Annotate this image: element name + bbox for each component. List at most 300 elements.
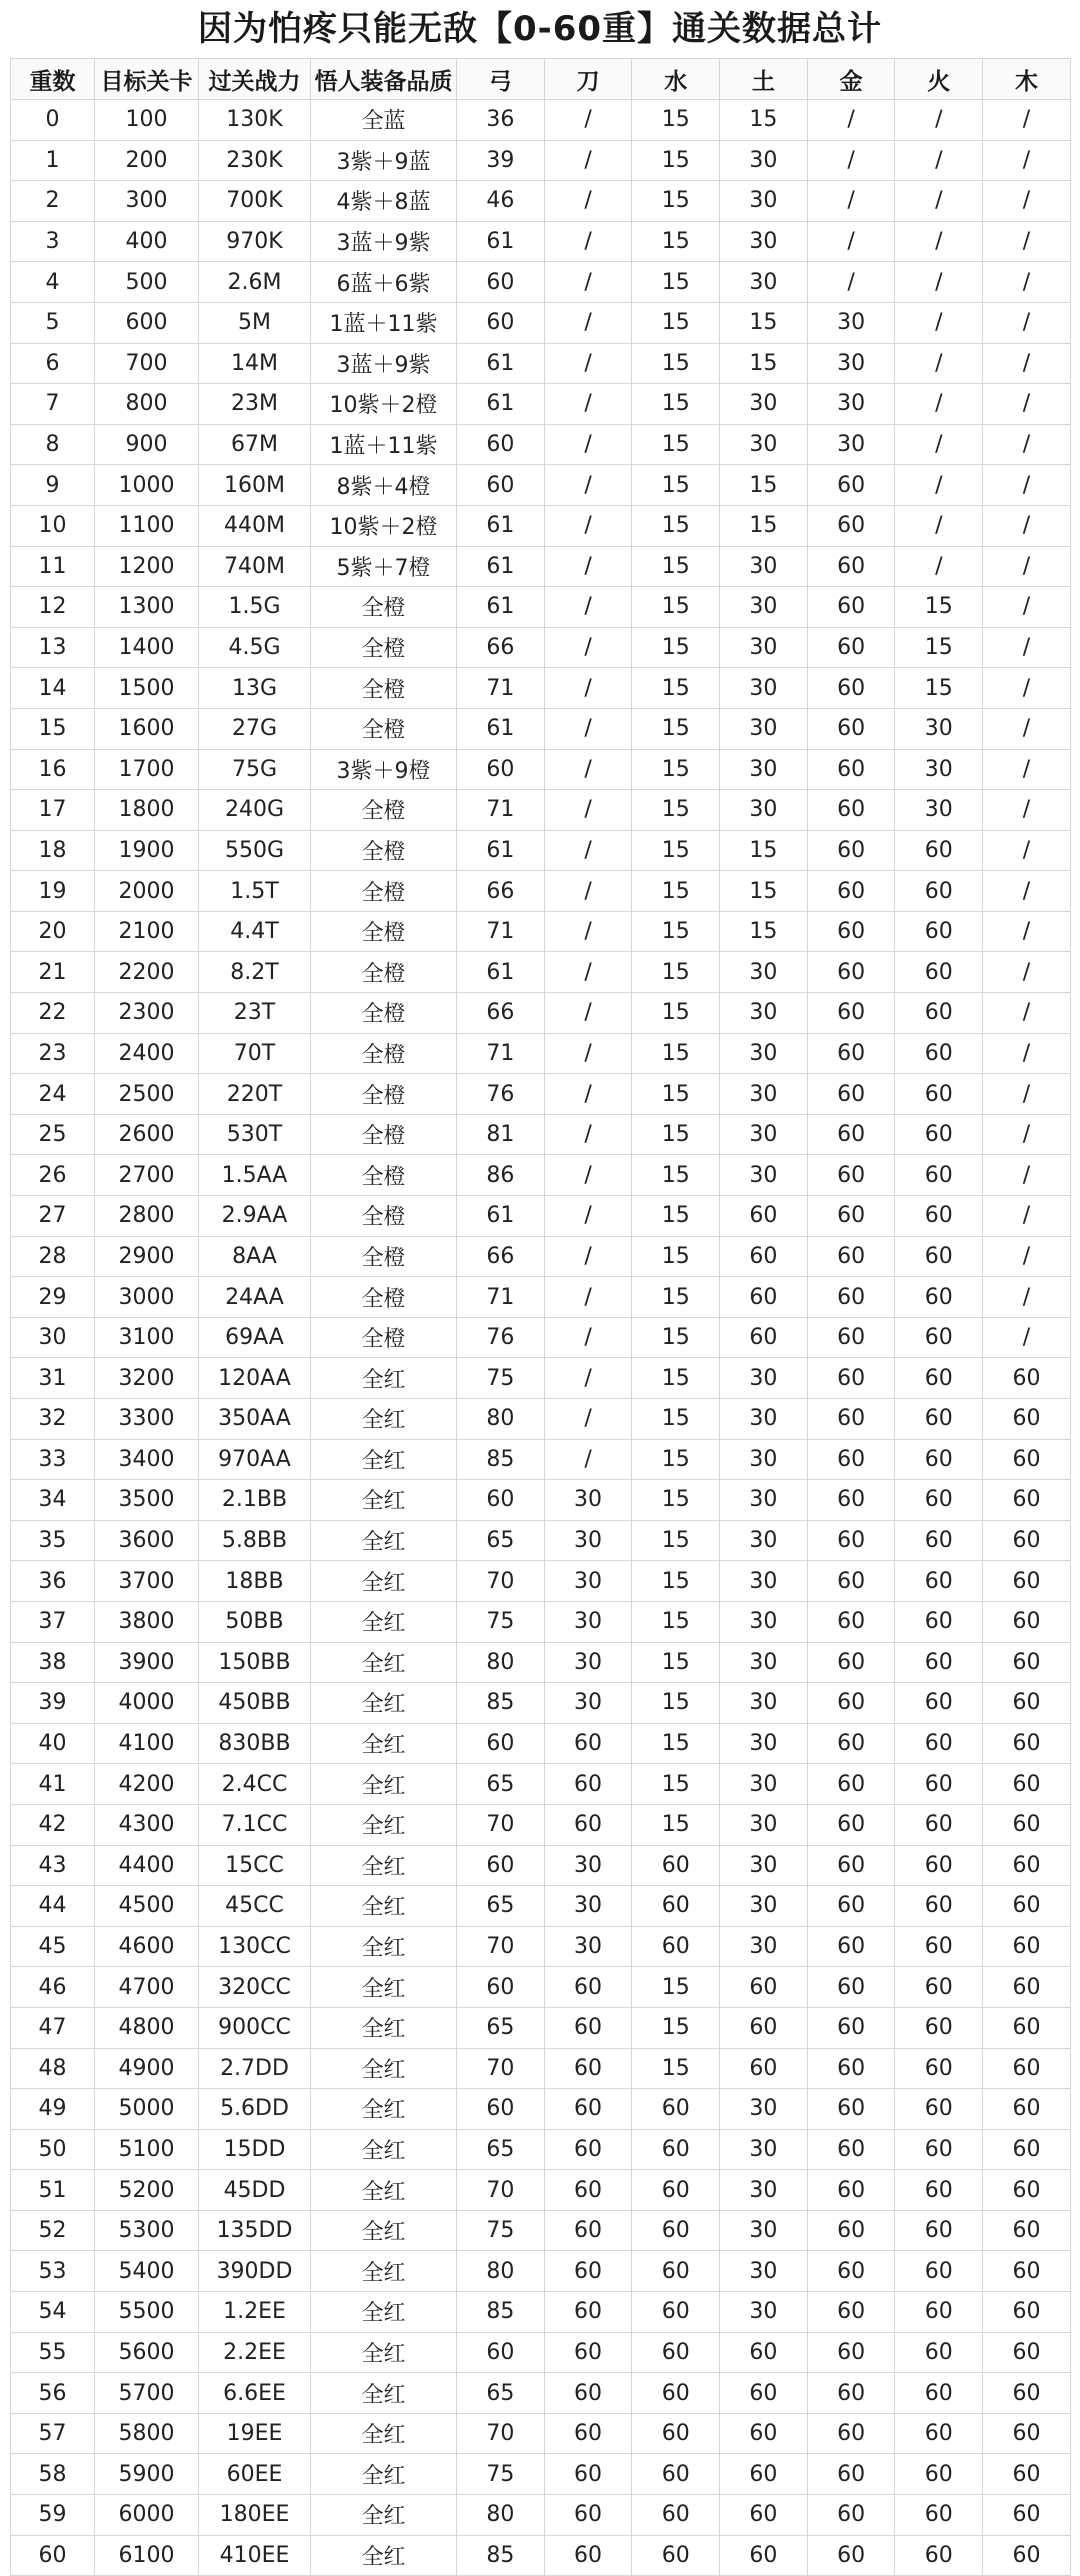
cell-water: 15: [632, 587, 720, 628]
cell-wood: /: [983, 668, 1071, 709]
cell-target-stage: 600: [95, 302, 199, 343]
cell-level: 47: [11, 2007, 95, 2048]
cell-earth: 30: [720, 140, 808, 181]
cell-fire: 60: [895, 1317, 983, 1358]
cell-earth: 60: [720, 2332, 808, 2373]
cell-target-stage: 400: [95, 221, 199, 262]
cell-clear-power: 1.5G: [199, 587, 311, 628]
page-title: 因为怕疼只能无敌【0-60重】通关数据总计: [197, 9, 883, 49]
cell-water: 60: [632, 2373, 720, 2414]
cell-bow: 65: [457, 2007, 545, 2048]
cell-equipment-quality: 全红: [311, 1399, 457, 1440]
cell-water: 15: [632, 1764, 720, 1805]
cell-metal: /: [807, 140, 895, 181]
cell-water: 60: [632, 2210, 720, 2251]
cell-earth: 30: [720, 1033, 808, 1074]
cell-target-stage: 5500: [95, 2292, 199, 2333]
cell-equipment-quality: 6蓝＋6紫: [311, 262, 457, 303]
cell-wood: 60: [983, 2495, 1071, 2536]
cell-fire: 60: [895, 911, 983, 952]
cell-fire: 60: [895, 2495, 983, 2536]
table-row: [11, 2373, 1071, 2414]
cell-wood: 60: [983, 2251, 1071, 2292]
cell-earth: 30: [720, 952, 808, 993]
cell-equipment-quality: 全橙: [311, 1236, 457, 1277]
cell-water: 15: [632, 1967, 720, 2008]
cell-water: 15: [632, 262, 720, 303]
cell-metal: 30: [807, 343, 895, 384]
cell-water: 15: [632, 343, 720, 384]
cell-bow: 70: [457, 2048, 545, 2089]
cell-target-stage: 2100: [95, 911, 199, 952]
cell-level: 4: [11, 262, 95, 303]
cell-clear-power: 5M: [199, 302, 311, 343]
cell-fire: /: [895, 302, 983, 343]
cell-blade: 60: [544, 2292, 632, 2333]
cell-water: 15: [632, 1804, 720, 1845]
cell-blade: 60: [544, 2048, 632, 2089]
cell-wood: /: [983, 952, 1071, 993]
cell-bow: 80: [457, 2251, 545, 2292]
cell-target-stage: 2700: [95, 1155, 199, 1196]
cell-wood: /: [983, 1277, 1071, 1318]
cell-equipment-quality: 全红: [311, 1480, 457, 1521]
cell-equipment-quality: 全红: [311, 1601, 457, 1642]
cell-earth: 30: [720, 2129, 808, 2170]
cell-bow: 71: [457, 911, 545, 952]
cell-water: 15: [632, 505, 720, 546]
cell-level: 59: [11, 2495, 95, 2536]
cell-target-stage: 5100: [95, 2129, 199, 2170]
cell-blade: /: [544, 1236, 632, 1277]
cell-target-stage: 4500: [95, 1886, 199, 1927]
cell-equipment-quality: 全蓝: [311, 100, 457, 141]
table-row: [11, 952, 1071, 993]
cell-bow: 85: [457, 1683, 545, 1724]
cell-fire: 60: [895, 1683, 983, 1724]
cell-fire: 60: [895, 2210, 983, 2251]
cell-equipment-quality: 全橙: [311, 1317, 457, 1358]
cell-fire: 60: [895, 871, 983, 912]
cell-target-stage: 3200: [95, 1358, 199, 1399]
cell-blade: /: [544, 830, 632, 871]
cell-equipment-quality: 全红: [311, 2251, 457, 2292]
cell-blade: 30: [544, 1683, 632, 1724]
cell-earth: 30: [720, 668, 808, 709]
cell-metal: 60: [807, 1804, 895, 1845]
cell-equipment-quality: 8紫＋4橙: [311, 465, 457, 506]
table-row: [11, 790, 1071, 831]
cell-clear-power: 970AA: [199, 1439, 311, 1480]
cell-blade: /: [544, 587, 632, 628]
table-row: [11, 1886, 1071, 1927]
cell-earth: 60: [720, 1236, 808, 1277]
cell-earth: 30: [720, 708, 808, 749]
cell-clear-power: 5.8BB: [199, 1520, 311, 1561]
cell-bow: 61: [457, 343, 545, 384]
cell-earth: 30: [720, 1926, 808, 1967]
header-blade: 刀: [544, 59, 632, 100]
table-row: [11, 993, 1071, 1034]
cell-blade: 60: [544, 2535, 632, 2576]
cell-level: 18: [11, 830, 95, 871]
cell-blade: 60: [544, 2007, 632, 2048]
cell-water: 15: [632, 749, 720, 790]
cell-blade: /: [544, 100, 632, 141]
cell-earth: 30: [720, 221, 808, 262]
cell-water: 15: [632, 830, 720, 871]
cell-fire: /: [895, 221, 983, 262]
cell-clear-power: 19EE: [199, 2413, 311, 2454]
cell-level: 14: [11, 668, 95, 709]
table-row: [11, 2413, 1071, 2454]
cell-fire: /: [895, 546, 983, 587]
cell-clear-power: 550G: [199, 830, 311, 871]
cell-bow: 76: [457, 1074, 545, 1115]
cell-water: 15: [632, 384, 720, 425]
cell-bow: 60: [457, 1723, 545, 1764]
table-row: [11, 1804, 1071, 1845]
cell-target-stage: 2300: [95, 993, 199, 1034]
cell-wood: 60: [983, 2210, 1071, 2251]
table-row: [11, 505, 1071, 546]
cell-earth: 30: [720, 1642, 808, 1683]
cell-bow: 75: [457, 1358, 545, 1399]
cell-level: 17: [11, 790, 95, 831]
cell-wood: 60: [983, 2454, 1071, 2495]
cell-fire: 60: [895, 2373, 983, 2414]
cell-water: 15: [632, 1196, 720, 1237]
cell-metal: 30: [807, 384, 895, 425]
cell-equipment-quality: 全红: [311, 2210, 457, 2251]
table-row: [11, 343, 1071, 384]
cell-clear-power: 50BB: [199, 1601, 311, 1642]
cell-water: 60: [632, 2251, 720, 2292]
table-row: [11, 1155, 1071, 1196]
cell-wood: /: [983, 1033, 1071, 1074]
table-row: [11, 1317, 1071, 1358]
cell-blade: /: [544, 1439, 632, 1480]
cell-metal: 60: [807, 1196, 895, 1237]
cell-metal: 60: [807, 2292, 895, 2333]
cell-earth: 30: [720, 1399, 808, 1440]
cell-target-stage: 6000: [95, 2495, 199, 2536]
cell-fire: 30: [895, 708, 983, 749]
table-row: [11, 1642, 1071, 1683]
cell-fire: 60: [895, 2332, 983, 2373]
cell-target-stage: 200: [95, 140, 199, 181]
cell-metal: 60: [807, 1520, 895, 1561]
cell-water: 15: [632, 1236, 720, 1277]
cell-blade: /: [544, 262, 632, 303]
cell-blade: /: [544, 668, 632, 709]
cell-fire: 60: [895, 1196, 983, 1237]
cell-metal: 60: [807, 1399, 895, 1440]
cell-target-stage: 2600: [95, 1114, 199, 1155]
cell-clear-power: 69AA: [199, 1317, 311, 1358]
table-row: [11, 2495, 1071, 2536]
cell-clear-power: 220T: [199, 1074, 311, 1115]
cell-metal: /: [807, 100, 895, 141]
cell-blade: 60: [544, 2129, 632, 2170]
cell-fire: 30: [895, 790, 983, 831]
cell-bow: 61: [457, 952, 545, 993]
cell-fire: 60: [895, 2089, 983, 2130]
cell-metal: /: [807, 262, 895, 303]
cell-clear-power: 4.4T: [199, 911, 311, 952]
cell-metal: 60: [807, 1723, 895, 1764]
cell-water: 60: [632, 1845, 720, 1886]
cell-fire: 60: [895, 1845, 983, 1886]
cell-level: 54: [11, 2292, 95, 2333]
cell-equipment-quality: 全红: [311, 2495, 457, 2536]
cell-water: 15: [632, 1723, 720, 1764]
cell-wood: /: [983, 221, 1071, 262]
clear-data-table: [10, 58, 1071, 2576]
cell-level: 1: [11, 140, 95, 181]
cell-wood: 60: [983, 1764, 1071, 1805]
cell-bow: 70: [457, 1804, 545, 1845]
cell-bow: 36: [457, 100, 545, 141]
cell-equipment-quality: 全橙: [311, 1033, 457, 1074]
cell-earth: 30: [720, 993, 808, 1034]
table-row: [11, 1561, 1071, 1602]
cell-bow: 60: [457, 465, 545, 506]
cell-target-stage: 5900: [95, 2454, 199, 2495]
cell-metal: 60: [807, 2454, 895, 2495]
cell-bow: 66: [457, 627, 545, 668]
cell-level: 22: [11, 993, 95, 1034]
cell-water: 15: [632, 668, 720, 709]
cell-level: 9: [11, 465, 95, 506]
cell-clear-power: 410EE: [199, 2535, 311, 2576]
cell-clear-power: 14M: [199, 343, 311, 384]
cell-level: 55: [11, 2332, 95, 2373]
cell-bow: 60: [457, 1845, 545, 1886]
cell-fire: 60: [895, 1033, 983, 1074]
cell-wood: 60: [983, 1926, 1071, 1967]
cell-target-stage: 1700: [95, 749, 199, 790]
cell-fire: /: [895, 100, 983, 141]
cell-metal: 60: [807, 708, 895, 749]
cell-wood: 60: [983, 1399, 1071, 1440]
cell-water: 15: [632, 790, 720, 831]
cell-target-stage: 5700: [95, 2373, 199, 2414]
cell-level: 58: [11, 2454, 95, 2495]
cell-target-stage: 2000: [95, 871, 199, 912]
cell-equipment-quality: 全橙: [311, 708, 457, 749]
cell-wood: /: [983, 546, 1071, 587]
cell-fire: 60: [895, 952, 983, 993]
cell-bow: 46: [457, 181, 545, 222]
cell-earth: 30: [720, 1886, 808, 1927]
cell-earth: 30: [720, 546, 808, 587]
cell-level: 52: [11, 2210, 95, 2251]
cell-earth: 30: [720, 1074, 808, 1115]
cell-target-stage: 5300: [95, 2210, 199, 2251]
cell-bow: 66: [457, 993, 545, 1034]
cell-blade: /: [544, 708, 632, 749]
cell-clear-power: 23T: [199, 993, 311, 1034]
cell-clear-power: 24AA: [199, 1277, 311, 1318]
cell-bow: 60: [457, 2332, 545, 2373]
cell-earth: 30: [720, 181, 808, 222]
cell-clear-power: 67M: [199, 424, 311, 465]
cell-target-stage: 300: [95, 181, 199, 222]
cell-clear-power: 45DD: [199, 2170, 311, 2211]
cell-metal: 60: [807, 1480, 895, 1521]
cell-equipment-quality: 全橙: [311, 790, 457, 831]
cell-water: 15: [632, 1277, 720, 1318]
cell-fire: 60: [895, 1926, 983, 1967]
cell-clear-power: 15CC: [199, 1845, 311, 1886]
cell-equipment-quality: 3紫＋9蓝: [311, 140, 457, 181]
cell-equipment-quality: 全红: [311, 2048, 457, 2089]
cell-fire: 60: [895, 1601, 983, 1642]
cell-wood: /: [983, 911, 1071, 952]
table-header-row: [11, 59, 1071, 100]
cell-clear-power: 130K: [199, 100, 311, 141]
cell-wood: /: [983, 871, 1071, 912]
cell-water: 15: [632, 1683, 720, 1724]
cell-fire: 60: [895, 1358, 983, 1399]
cell-level: 33: [11, 1439, 95, 1480]
table-row: [11, 2535, 1071, 2576]
cell-earth: 30: [720, 384, 808, 425]
cell-wood: 60: [983, 2332, 1071, 2373]
cell-equipment-quality: 全红: [311, 2292, 457, 2333]
cell-equipment-quality: 3蓝＋9紫: [311, 343, 457, 384]
cell-blade: /: [544, 627, 632, 668]
cell-level: 19: [11, 871, 95, 912]
cell-earth: 60: [720, 2007, 808, 2048]
cell-target-stage: 4600: [95, 1926, 199, 1967]
cell-level: 10: [11, 505, 95, 546]
cell-bow: 60: [457, 424, 545, 465]
cell-clear-power: 2.9AA: [199, 1196, 311, 1237]
cell-target-stage: 3400: [95, 1439, 199, 1480]
cell-fire: /: [895, 262, 983, 303]
cell-water: 15: [632, 1642, 720, 1683]
cell-target-stage: 2200: [95, 952, 199, 993]
cell-bow: 81: [457, 1114, 545, 1155]
cell-equipment-quality: 全红: [311, 2170, 457, 2211]
cell-clear-power: 1.2EE: [199, 2292, 311, 2333]
cell-water: 15: [632, 140, 720, 181]
table-row: [11, 2251, 1071, 2292]
cell-clear-power: 900CC: [199, 2007, 311, 2048]
table-row: [11, 2170, 1071, 2211]
cell-earth: 30: [720, 1358, 808, 1399]
cell-clear-power: 1.5T: [199, 871, 311, 912]
cell-metal: 60: [807, 2373, 895, 2414]
table-row: [11, 708, 1071, 749]
table-row: [11, 2292, 1071, 2333]
cell-metal: 60: [807, 2210, 895, 2251]
cell-earth: 30: [720, 627, 808, 668]
cell-clear-power: 27G: [199, 708, 311, 749]
table-row: [11, 465, 1071, 506]
cell-fire: 60: [895, 2454, 983, 2495]
cell-level: 37: [11, 1601, 95, 1642]
cell-wood: 60: [983, 1480, 1071, 1521]
cell-wood: 60: [983, 1520, 1071, 1561]
cell-equipment-quality: 1蓝＋11紫: [311, 424, 457, 465]
cell-clear-power: 70T: [199, 1033, 311, 1074]
cell-metal: 60: [807, 2251, 895, 2292]
cell-clear-power: 970K: [199, 221, 311, 262]
cell-level: 2: [11, 181, 95, 222]
cell-bow: 75: [457, 1601, 545, 1642]
cell-target-stage: 1200: [95, 546, 199, 587]
cell-earth: 15: [720, 343, 808, 384]
cell-wood: /: [983, 384, 1071, 425]
cell-level: 44: [11, 1886, 95, 1927]
cell-earth: 30: [720, 1683, 808, 1724]
cell-blade: 30: [544, 1520, 632, 1561]
cell-equipment-quality: 全红: [311, 2454, 457, 2495]
cell-fire: 60: [895, 1561, 983, 1602]
cell-fire: 60: [895, 2129, 983, 2170]
cell-equipment-quality: 3蓝＋9紫: [311, 221, 457, 262]
cell-wood: 60: [983, 2007, 1071, 2048]
cell-earth: 30: [720, 262, 808, 303]
cell-wood: 60: [983, 1967, 1071, 2008]
cell-level: 8: [11, 424, 95, 465]
table-row: [11, 1845, 1071, 1886]
cell-wood: /: [983, 993, 1071, 1034]
cell-level: 51: [11, 2170, 95, 2211]
cell-metal: 60: [807, 1926, 895, 1967]
cell-bow: 60: [457, 262, 545, 303]
table-row: [11, 1683, 1071, 1724]
cell-bow: 80: [457, 1399, 545, 1440]
cell-wood: 60: [983, 2292, 1071, 2333]
cell-wood: /: [983, 302, 1071, 343]
cell-metal: 60: [807, 1886, 895, 1927]
cell-wood: 60: [983, 1642, 1071, 1683]
cell-metal: 60: [807, 2413, 895, 2454]
cell-metal: 60: [807, 790, 895, 831]
cell-blade: /: [544, 221, 632, 262]
cell-target-stage: 3000: [95, 1277, 199, 1318]
cell-wood: 60: [983, 1601, 1071, 1642]
cell-fire: 60: [895, 1480, 983, 1521]
cell-earth: 60: [720, 1967, 808, 2008]
cell-blade: 30: [544, 1845, 632, 1886]
cell-fire: 60: [895, 2170, 983, 2211]
cell-target-stage: 1400: [95, 627, 199, 668]
cell-water: 15: [632, 2007, 720, 2048]
cell-earth: 30: [720, 749, 808, 790]
cell-wood: 60: [983, 2373, 1071, 2414]
cell-wood: 60: [983, 2048, 1071, 2089]
cell-clear-power: 2.2EE: [199, 2332, 311, 2373]
cell-wood: /: [983, 749, 1071, 790]
cell-metal: 60: [807, 1845, 895, 1886]
cell-metal: 60: [807, 2007, 895, 2048]
cell-level: 12: [11, 587, 95, 628]
cell-metal: 60: [807, 993, 895, 1034]
table-row: [11, 2007, 1071, 2048]
cell-clear-power: 160M: [199, 465, 311, 506]
cell-earth: 30: [720, 1520, 808, 1561]
cell-clear-power: 13G: [199, 668, 311, 709]
cell-blade: /: [544, 384, 632, 425]
cell-water: 15: [632, 100, 720, 141]
cell-blade: /: [544, 1277, 632, 1318]
cell-target-stage: 3600: [95, 1520, 199, 1561]
